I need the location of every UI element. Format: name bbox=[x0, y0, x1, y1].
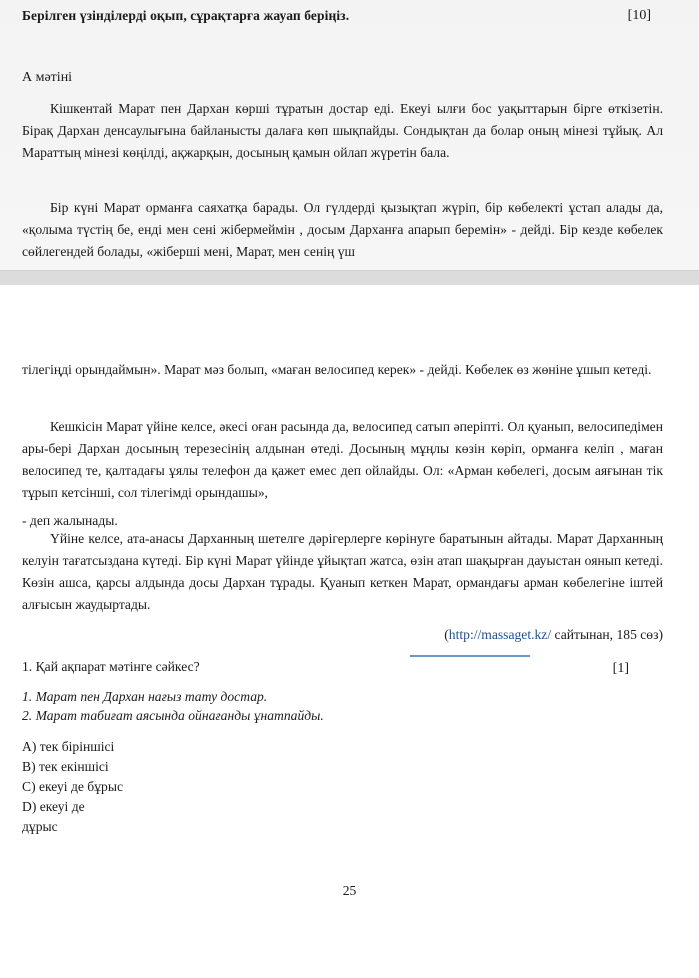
option-d[interactable]: D) екеуі де bbox=[22, 799, 85, 814]
source-link[interactable]: http://massaget.kz/ bbox=[448, 627, 552, 642]
page-top-section bbox=[0, 0, 699, 270]
option-b[interactable]: B) тек екіншісі bbox=[22, 759, 109, 774]
source-citation bbox=[444, 627, 663, 643]
page-bottom-section bbox=[0, 285, 699, 978]
paragraph-3: Кешкісін Марат үйіне келсе, әкесі оған расында да, велосипед сатып әперіпті. Ол қуанып, велосипедімен ары-бері Дархан досының терезесінің алдынан өтеді. Досының мұңлы көзін көріп, орманға келіп , маған велосипед те, қалтадағы ұялы телефон да қажет емес деп ойлайды. Ол: «Арман көбелегі, досым аяғынан тік тұрып кетсінші, сол тілегімді орындашы», bbox=[22, 419, 663, 500]
total-score: [10] bbox=[627, 8, 651, 23]
paragraph-2-continued: тілегіңді орындаймын». Марат мәз болып, «маған велосипед керек» - дейді. Көбелек өз жөніне ұшып кетеді. bbox=[22, 362, 652, 377]
page-break-divider bbox=[0, 270, 699, 286]
paragraph-4-dash: - деп жалынады. bbox=[22, 513, 118, 528]
option-c[interactable]: C) екеуі де бұрыс bbox=[22, 779, 123, 794]
question-1-score: [1] bbox=[612, 661, 629, 676]
paragraph-4: Үйіне келсе, ата-анасы Дарханның шетелге дәрігерлерге көрінуге баратынын айтады. Марат Дарханның келуін тағатсыздана күтеді. Бір күні Марат үйінде ұйықтап жатса, өзін атап шақырған дауыстан оянып кетеді. Көзін ашса, қарсы алдында досы Дархан тұрады. Қуанып кеткен Марат, ормандағы арман көбелегіне іштей алғысын жаудыртады. bbox=[22, 531, 663, 612]
page-number: 25 bbox=[342, 883, 357, 898]
source-rest: сайтынан, 185 сөз) bbox=[551, 627, 663, 642]
option-a[interactable]: A) тек біріншісі bbox=[22, 739, 115, 754]
statement-2: 2. Марат табиғат аясында ойнағанды ұнатпайды. bbox=[22, 708, 324, 723]
statement-1: 1. Марат пен Дархан нағыз тату достар. bbox=[22, 689, 268, 704]
paragraph-2: Бір күні Марат орманға саяхатқа барады. Ол гүлдерді қызықтап жүріп, бір көбелекті ұстап алады да, «қолыма түстің бе, енді мен сені жібермеймін , досым Дарханға апарып беремін» - дейді. Бір кезде көбелек сөйлегендей болады, «жіберші мені, Марат, мен сенің үш bbox=[22, 200, 663, 259]
paragraph-1: Кішкентай Марат пен Дархан көрші тұратын достар еді. Екеуі ылғи бос уақыттарын бірге өткізетін. Бірақ Дархан денсаулығына байланысты далаға көп шықпайды. Сондықтан да болар оның мінезі тұйық. Ал Мараттың мінезі көңілді, ақжарқын, досының қамын ойлап жүретін бала. bbox=[22, 101, 663, 160]
text-a-title: А мәтіні bbox=[22, 70, 73, 85]
source-open: ( bbox=[444, 627, 449, 642]
question-1: 1. Қай ақпарат мәтінге сәйкес? bbox=[22, 659, 200, 674]
source-underline bbox=[410, 655, 530, 657]
instruction-heading: Берілген үзінділерді оқып, сұрақтарға жауап беріңіз. bbox=[22, 8, 350, 23]
option-d-continued: дұрыс bbox=[22, 819, 58, 834]
